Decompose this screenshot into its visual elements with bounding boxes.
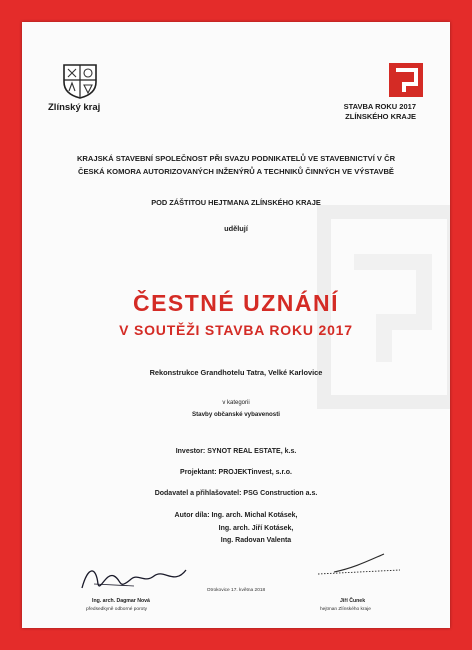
investor-value: SYNOT REAL ESTATE, k.s. bbox=[207, 448, 297, 455]
place-date: Otrokovice 17. května 2018 bbox=[206, 588, 266, 593]
investor-row bbox=[22, 448, 450, 455]
autor-row bbox=[22, 512, 450, 519]
project-name: Rekonstrukce Grandhotelu Tatra, Velké Karlovice bbox=[149, 368, 323, 377]
dodavatel-value: PSG Construction a.s. bbox=[243, 490, 318, 497]
projektant-value: PROJEKTinvest, s.r.o. bbox=[218, 469, 292, 476]
zlinsky-kraj-label: Zlínský kraj bbox=[48, 102, 101, 113]
zlinsky-kraj-coat-of-arms-icon bbox=[60, 62, 100, 100]
certificate-title: ČESTNÉ UZNÁNÍ bbox=[132, 290, 340, 316]
signature-right-icon bbox=[314, 550, 404, 580]
investor-label: Investor: bbox=[175, 448, 206, 455]
organizer-line-1: KRAJSKÁ STAVEBNÍ SPOLEČNOST PŘI SVAZU PODNIKATELŮ VE STAVEBNICTVÍ V ČR bbox=[76, 154, 396, 163]
signature-left-icon bbox=[74, 562, 194, 594]
autor-2: Ing. arch. Jiří Kotásek, bbox=[218, 525, 294, 532]
right-signatory-name: Jiří Čunek bbox=[340, 598, 366, 604]
right-signatory-role: hejtman Zlínského kraje bbox=[320, 607, 371, 612]
projektant-label: Projektant: bbox=[180, 469, 217, 476]
autor-1: Ing. arch. Michal Kotásek, bbox=[211, 512, 298, 519]
patronage-text: POD ZÁŠTITOU HEJTMANA ZLÍNSKÉHO KRAJE bbox=[151, 198, 321, 207]
left-signatory-name: Ing. arch. Dagmar Nová bbox=[92, 598, 150, 604]
organizer-line-2: ČESKÁ KOMORA AUTORIZOVANÝCH INŽENÝRŮ A TECHNIKŮ ČINNÝCH VE VÝSTAVBĚ bbox=[78, 167, 394, 176]
awards-verb: udělují bbox=[224, 224, 248, 233]
left-signatory-role: předsedkyně odborné poroty bbox=[86, 607, 148, 612]
stavba-roku-logo-icon bbox=[388, 62, 424, 98]
stavba-roku-region: ZLÍNSKÉHO KRAJE bbox=[345, 112, 416, 121]
projektant-row bbox=[22, 469, 450, 476]
category-value: Stavby občanské vybavenosti bbox=[191, 411, 281, 418]
autor-label: Autor díla: bbox=[174, 512, 210, 519]
category-label: v kategorii bbox=[222, 400, 250, 406]
autor-3: Ing. Radovan Valenta bbox=[220, 537, 292, 544]
certificate-subtitle: V SOUTĚŽI STAVBA ROKU 2017 bbox=[119, 322, 353, 338]
dodavatel-label: Dodavatel a přihlašovatel: bbox=[154, 490, 242, 497]
dodavatel-row bbox=[22, 490, 450, 497]
stavba-roku-title: STAVBA ROKU 2017 bbox=[343, 102, 416, 111]
certificate-paper bbox=[22, 22, 450, 628]
